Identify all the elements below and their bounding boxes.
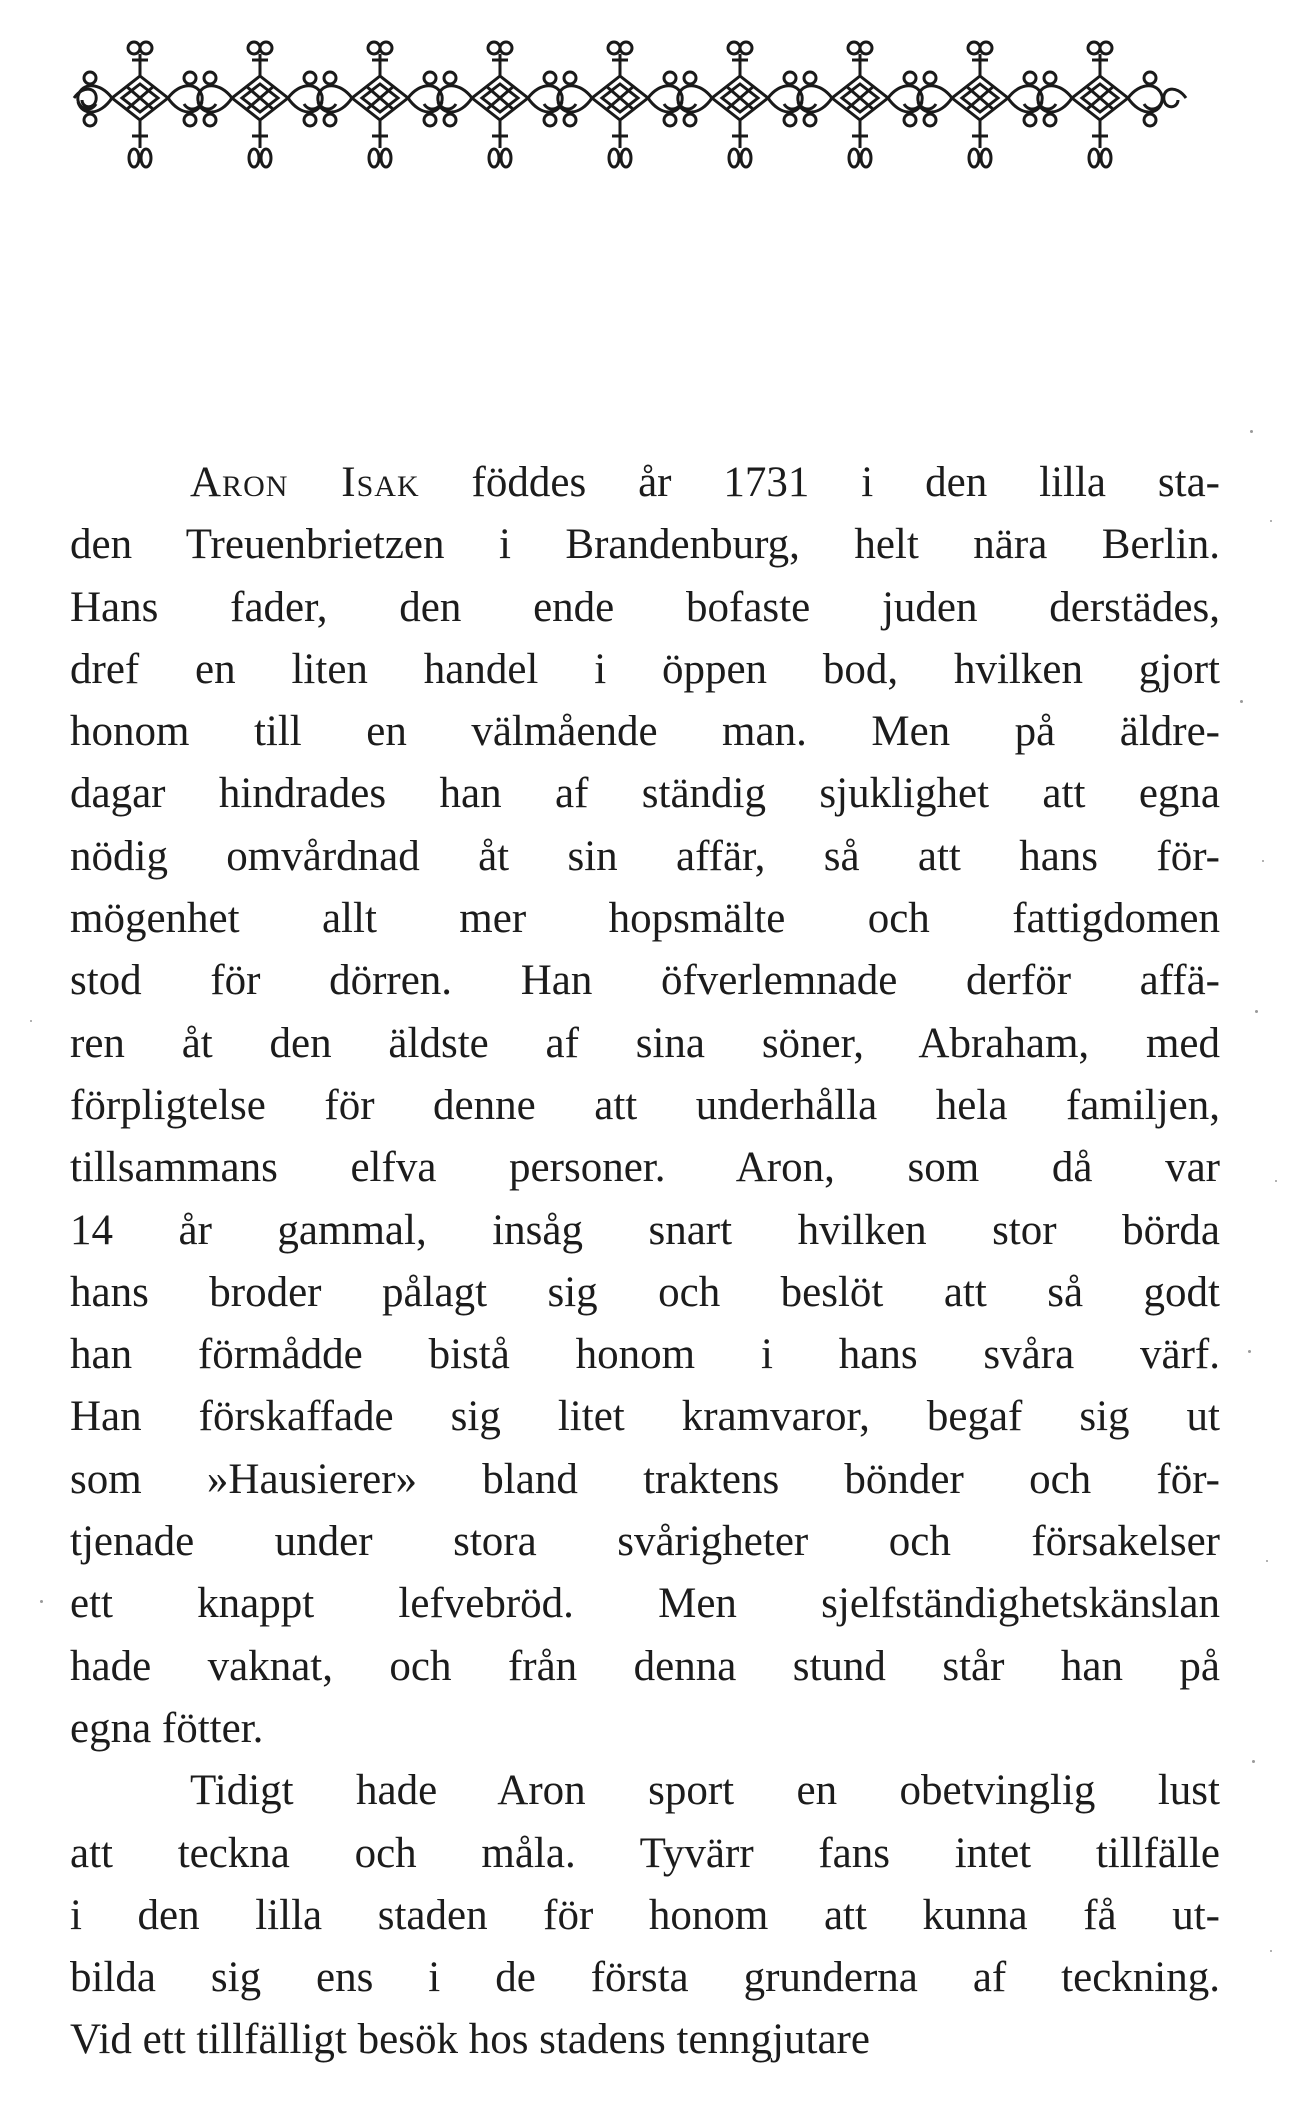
text-line: egna fötter. bbox=[70, 1704, 264, 1752]
text-line: ett knappt lefvebröd. Men sjelfständighetskänslan bbox=[70, 1580, 1220, 1628]
text-line: att teckna och måla. Tyvärr fans intet tillfälle bbox=[70, 1829, 1220, 1877]
text-line: hans broder pålagt sig och beslöt att så godt bbox=[70, 1268, 1220, 1316]
text-line: honom till en välmående man. Men på äldre- bbox=[70, 708, 1220, 756]
text-line: tjenade under stora svårigheter och försakelser bbox=[70, 1518, 1220, 1566]
opening-small-caps: Aron Isak bbox=[190, 459, 420, 506]
text-line-rest: föddes år 1731 i den lilla sta- bbox=[471, 459, 1220, 506]
text-line: mögenhet allt mer hopsmälte och fattigdomen bbox=[70, 895, 1220, 943]
text-line: förpligtelse för denne att underhålla hela familjen, bbox=[70, 1081, 1220, 1129]
text-line: den Treuenbrietzen i Brandenburg, helt nära Berlin. bbox=[70, 521, 1220, 569]
text-line: i den lilla staden för honom att kunna få ut- bbox=[70, 1891, 1220, 1939]
text-line: dagar hindrades han af ständig sjuklighet att egna bbox=[70, 770, 1220, 818]
text-line: bilda sig ens i de första grunderna af teckning. bbox=[70, 1954, 1220, 2002]
text-line: Han förskaffade sig litet kramvaror, begaf sig ut bbox=[70, 1393, 1220, 1441]
text-line: 14 år gammal, insåg snart hvilken stor börda bbox=[70, 1206, 1220, 1254]
text-line: tillsammans elfva personer. Aron, som då var bbox=[70, 1144, 1220, 1192]
text-line: dref en liten handel i öppen bod, hvilken gjort bbox=[70, 645, 1220, 693]
ornament-motif-row bbox=[78, 42, 1162, 167]
text-line: hade vaknat, och från denna stund står han på bbox=[70, 1642, 1220, 1690]
text-line: Tidigt hade Aron sport en obetvinglig lust bbox=[190, 1767, 1220, 1815]
text-line: Vid ett tillfälligt besök hos stadens tenngjutare bbox=[70, 2016, 870, 2064]
text-line bbox=[70, 452, 1220, 514]
text-line: som »Hausierer» bland traktens bönder och för- bbox=[70, 1455, 1220, 1503]
text-line: ren åt den äldste af sina söner, Abraham, med bbox=[70, 1019, 1220, 1067]
text-line: nödig omvårdnad åt sin affär, så att hans för- bbox=[70, 832, 1220, 880]
text-line: han förmådde bistå honom i hans svåra värf. bbox=[70, 1331, 1220, 1379]
text-line: Hans fader, den ende bofaste juden derstädes, bbox=[70, 583, 1220, 631]
text-line: stod för dörren. Han öfverlemnade derför affä- bbox=[70, 957, 1220, 1005]
ornamental-header-band bbox=[70, 28, 1190, 188]
body-text bbox=[70, 452, 1220, 2072]
